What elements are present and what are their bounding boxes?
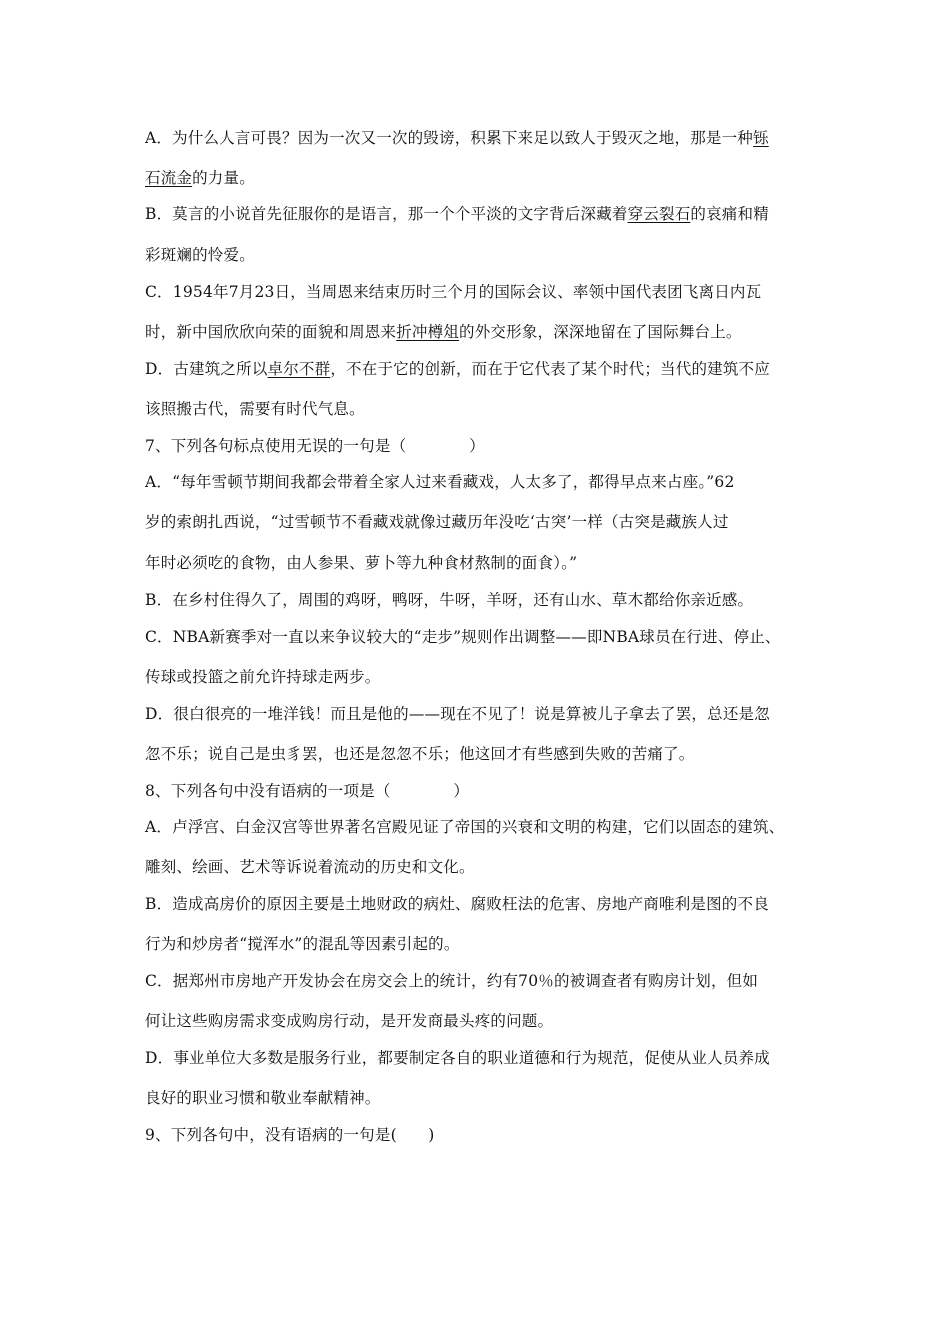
q7-option-a-line1: A．“每年雪顿节期间我都会带着全家人过来看藏戏，人太多了，都得早点来占座。”62 — [145, 473, 735, 491]
text: D．古建筑之所以 — [145, 360, 268, 378]
q7-option-c-line1: C．NBA新赛季对一直以来争议较大的“走步”规则作出调整——即NBA球员在行进、停止、 — [145, 628, 781, 646]
text: 时，新中国欣欣向荣的面貌和周恩来 — [145, 323, 397, 341]
text: C．1954年7月23日，当周恩来结束历时三个月的国际会议、率领中国代表团飞离日内瓦 — [145, 283, 762, 301]
underlined-phrase: 卓尔不群 — [267, 360, 331, 378]
underlined-phrase: 穿云裂石 — [627, 205, 691, 223]
q8-option-c-line1: C．据郑州市房地产开发协会在房交会上的统计，约有70％的被调查者有购房计划，但如 — [145, 972, 759, 990]
q6-option-d-line1 — [145, 359, 825, 379]
q8-option-a-line2: 雕刻、绘画、艺术等诉说着流动的历史和文化。 — [145, 858, 475, 876]
underlined-phrase: 石流金 — [145, 169, 193, 187]
text: B．莫言的小说首先征服你的是语言，那一个个平淡的文字背后深藏着 — [145, 205, 628, 223]
text: ，不在于它的创新，而在于它代表了某个时代；当代的建筑不应 — [330, 360, 770, 378]
q6-option-b-line1 — [145, 204, 825, 224]
q7-option-d-line1: D．很白很亮的一堆洋钱！而且是他的——现在不见了！说是算被儿子拿去了罢，总还是忽 — [145, 705, 770, 723]
q7-option-a-line2: 岁的索朗扎西说，“过雪顿节不看藏戏就像过藏历年没吃‘古突’一样（古突是藏族人过 — [145, 513, 729, 531]
text: 该照搬古代，需要有时代气息。 — [145, 400, 365, 418]
q7-stem: 7、下列各句标点使用无误的一句是（ ） — [145, 437, 485, 455]
q8-option-b-line2: 行为和炒房者“搅浑水”的混乱等因素引起的。 — [145, 935, 460, 953]
q8-stem: 8、下列各句中没有语病的一项是（ ） — [145, 782, 470, 800]
q7-option-b-line1: B．在乡村住得久了，周围的鸡呀，鸭呀，牛呀，羊呀，还有山水、草木都给你亲近感。 — [145, 591, 754, 609]
q6-option-b-line2 — [145, 245, 825, 265]
q8-option-d-line2: 良好的职业习惯和敬业奉献精神。 — [145, 1089, 381, 1107]
q8-option-c-line2: 何让这些购房需求变成购房行动，是开发商最头疼的问题。 — [145, 1012, 554, 1030]
q6-option-a-line1 — [145, 128, 825, 148]
q6-option-d-line2 — [145, 399, 825, 419]
underlined-phrase: 折冲樽俎 — [396, 323, 460, 341]
q6-option-c-line1 — [145, 282, 825, 302]
q8-option-d-line1: D．事业单位大多数是服务行业，都要制定各自的职业道德和行为规范，促使从业人员养成 — [145, 1049, 770, 1067]
text: 的外交形象，深深地留在了国际舞台上。 — [459, 323, 742, 341]
q9-stem: 9、下列各句中，没有语病的一句是( ) — [145, 1126, 435, 1144]
q7-option-a-line3: 年时必须吃的食物，由人参果、萝卜等九种食材熬制的面食）。” — [145, 554, 578, 572]
q6-option-c-line2 — [145, 322, 825, 342]
q8-option-a-line1: A．卢浮宫、白金汉宫等世界著名宫殿见证了帝国的兴衰和文明的构建，它们以固态的建筑、 — [145, 818, 785, 836]
text: A．为什么人言可畏？因为一次又一次的毁谤，积累下来足以致人于毁灭之地，那是一种 — [145, 129, 753, 147]
text: 彩斑斓的怜爱。 — [145, 246, 255, 264]
q7-option-c-line2: 传球或投篮之前允许持球走两步。 — [145, 668, 381, 686]
q7-option-d-line2: 忽不乐；说自己是虫豸罢，也还是忽忽不乐；他这回才有些感到失败的苦痛了。 — [145, 745, 695, 763]
text: 的力量。 — [192, 169, 255, 187]
q6-option-a-line2 — [145, 168, 825, 188]
underlined-phrase: 铄 — [753, 129, 769, 147]
q8-option-b-line1: B．造成高房价的原因主要是土地财政的病灶、腐败枉法的危害、房地产商唯利是图的不良 — [145, 895, 769, 913]
text: 的哀痛和精 — [690, 205, 769, 223]
